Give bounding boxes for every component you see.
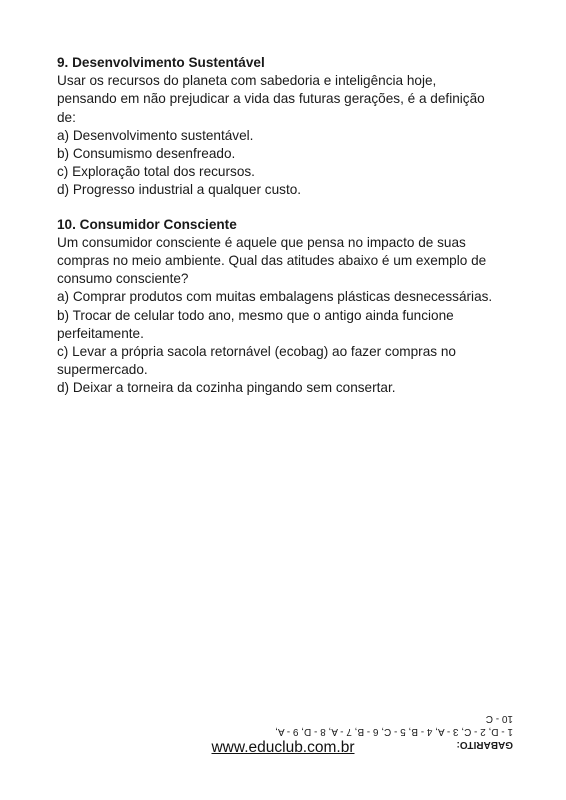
answer-option-a: a) Desenvolvimento sustentável. <box>57 127 254 143</box>
answer-option-c: c) Exploração total dos recursos. <box>57 164 255 180</box>
question-9 <box>57 54 517 200</box>
question-prompt-line: pensando em não prejudicar a vida das futuras gerações, é a definição <box>57 91 485 107</box>
question-title: 10. Consumidor Consciente <box>57 216 237 232</box>
question-prompt-line: de: <box>57 109 76 125</box>
answer-option-c-continued: supermercado. <box>57 362 148 378</box>
answer-option-b: b) Consumismo desenfreado. <box>57 146 236 162</box>
answer-option-b-continued: perfeitamente. <box>57 325 144 341</box>
answer-option-b: b) Trocar de celular todo ano, mesmo que o antigo ainda funcione <box>57 307 454 323</box>
answer-key-label: GABARITO: <box>456 739 513 750</box>
answer-key-values: 1 - D, 2 - C, 3 - A, 4 - B, 5 - C, 6 - B, 7 - A, 8 - D, 9 - A, 10 - C <box>275 713 513 737</box>
answer-option-d: d) Deixar a torneira da cozinha pingando sem consertar. <box>57 380 396 396</box>
answer-option-a: a) Comprar produtos com muitas embalagens plásticas desnecessárias. <box>57 289 493 305</box>
worksheet-page <box>57 54 517 398</box>
answer-option-d: d) Progresso industrial a qualquer custo. <box>57 182 302 198</box>
question-prompt-line: Usar os recursos do planeta com sabedoria e inteligência hoje, <box>57 73 437 89</box>
question-prompt-line: consumo consciente? <box>57 271 189 287</box>
question-title: 9. Desenvolvimento Sustentável <box>57 55 265 70</box>
footer-website-link[interactable]: www.educlub.com.br <box>211 739 355 756</box>
answer-option-c: c) Levar a própria sacola retornável (ecobag) ao fazer compras no <box>57 344 456 360</box>
question-prompt-line: compras no meio ambiente. Qual das atitudes abaixo é um exemplo de <box>57 253 487 269</box>
question-10 <box>57 216 517 398</box>
question-prompt-line: Um consumidor consciente é aquele que pensa no impacto de suas <box>57 234 466 250</box>
